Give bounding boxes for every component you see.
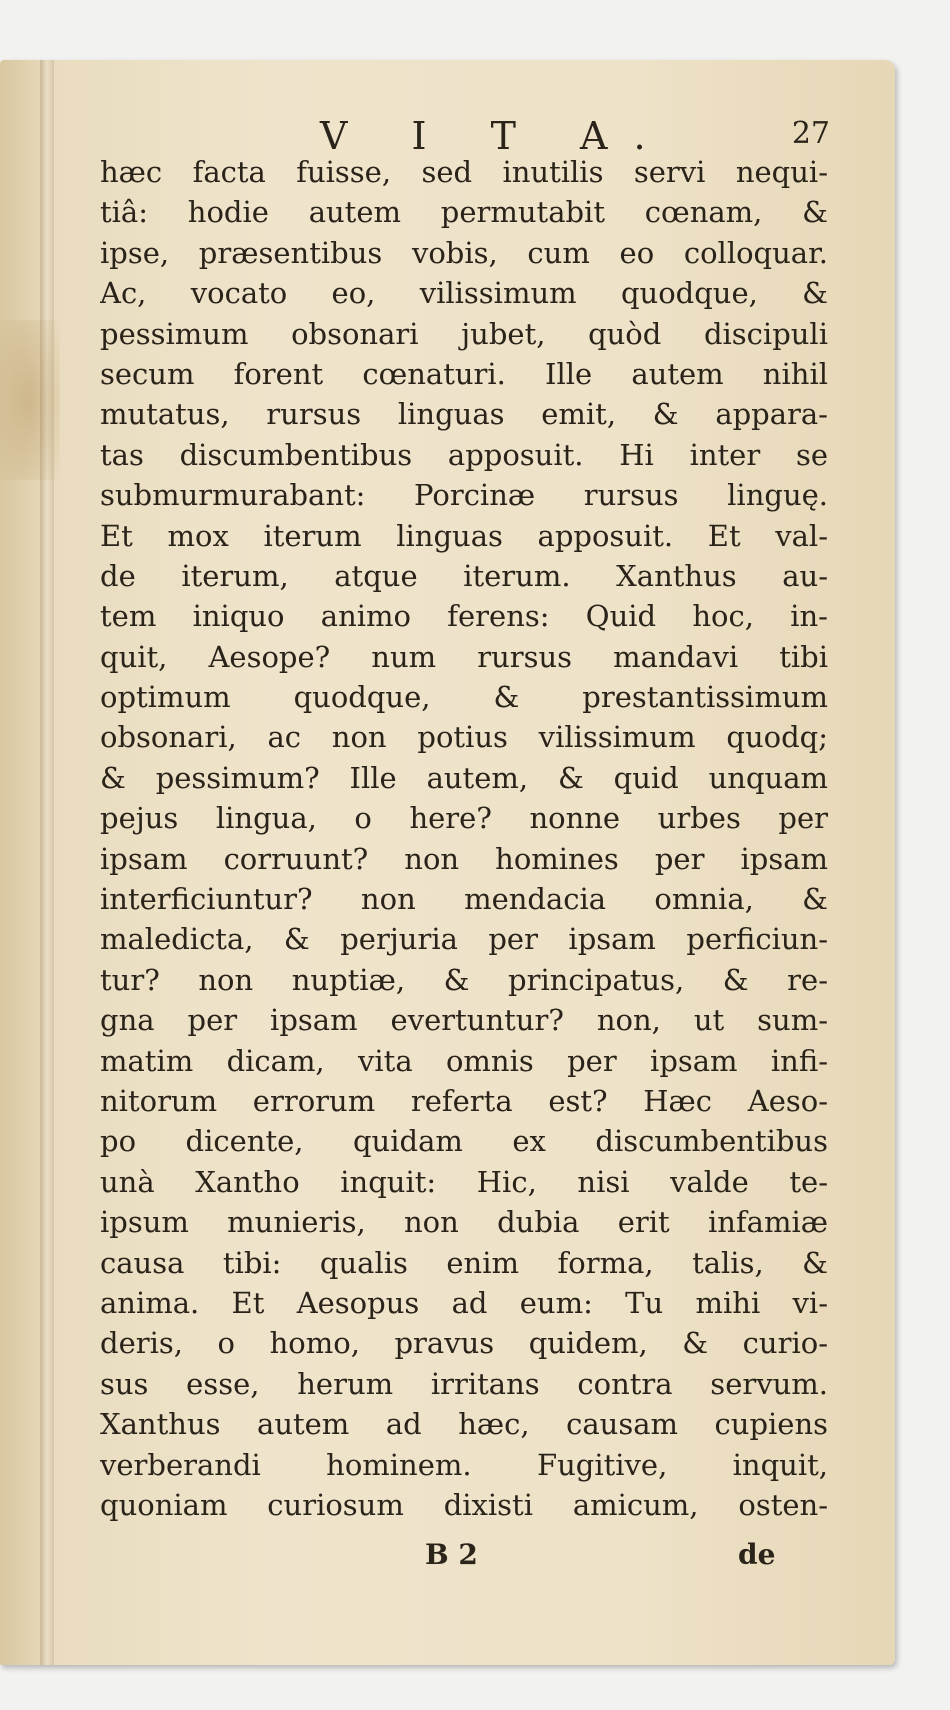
text-line: Ac, vocato eo, vilissimum quodque, &: [100, 276, 828, 311]
text-line: quit, Aesope? num rursus mandavi tibi: [100, 639, 828, 674]
text-line: ipsam corruunt? non homines per ipsam: [100, 841, 828, 876]
text-line: hæc facta fuisse, sed inutilis servi nequi-: [100, 155, 828, 189]
text-line: deris, o homo, pravus quidem, & curio-: [100, 1326, 828, 1361]
text-line: pejus lingua, o here? nonne urbes per: [100, 801, 828, 836]
text-line: Et mox iterum linguas apposuit. Et val-: [100, 518, 828, 553]
text-line: de iterum, atque iterum. Xanthus au-: [100, 558, 828, 593]
text-line: quoniam curiosum dixisti amicum, osten-: [100, 1487, 828, 1522]
text-line: matim dicam, vita omnis per ipsam infi-: [100, 1043, 828, 1078]
running-title: V I T A.: [320, 114, 672, 158]
page-gutter-fold: [40, 60, 54, 1665]
text-line: nitorum errorum referta est? Hæc Aeso-: [100, 1083, 828, 1118]
text-line: tiâ: hodie autem permutabit cœnam, &: [100, 195, 828, 230]
text-line: submurmurabant: Porcinæ rursus linguę.: [100, 478, 828, 513]
text-line: causa tibi: qualis enim forma, talis, &: [100, 1245, 828, 1280]
text-line: Xanthus autem ad hæc, causam cupiens: [100, 1407, 828, 1442]
text-line: mutatus, rursus linguas emit, & appara-: [100, 397, 828, 432]
text-line: gna per ipsam evertuntur? non, ut sum-: [100, 1003, 828, 1038]
text-line: sus esse, herum irritans contra servum.: [100, 1366, 828, 1401]
text-line: pessimum obsonari jubet, quòd discipuli: [100, 316, 828, 351]
text-line: tem iniquo animo ferens: Quid hoc, in-: [100, 599, 828, 634]
catchword: de: [738, 1538, 776, 1571]
text-line: & pessimum? Ille autem, & quid unquam: [100, 760, 828, 795]
signature-mark: B 2: [425, 1538, 478, 1571]
text-line: tur? non nuptiæ, & principatus, & re-: [100, 962, 828, 997]
text-line: po dicente, quidam ex discumbentibus: [100, 1124, 828, 1159]
page-stain: [0, 320, 60, 480]
text-line: secum forent cœnaturi. Ille autem nihil: [100, 356, 828, 391]
text-line: ipsum munieris, non dubia erit infamiæ: [100, 1205, 828, 1240]
body-text: [100, 152, 828, 1525]
running-head: [110, 114, 830, 158]
text-line: maledicta, & perjuria per ipsam perficiun-: [100, 922, 828, 957]
text-line: obsonari, ac non potius vilissimum quodq;: [100, 720, 828, 755]
text-line: optimum quodque, & prestantissimum: [100, 680, 828, 715]
text-line: verberandi hominem. Fugitive, inquit,: [100, 1447, 828, 1482]
text-line: anima. Et Aesopus ad eum: Tu mihi vi-: [100, 1285, 828, 1320]
text-line: interficiuntur? non mendacia omnia, &: [100, 882, 828, 917]
text-line: unà Xantho inquit: Hic, nisi valde te-: [100, 1164, 828, 1199]
page-number: 27: [791, 116, 830, 151]
text-line: ipse, præsentibus vobis, cum eo colloquar.: [100, 235, 828, 270]
text-line: tas discumbentibus apposuit. Hi inter se: [100, 437, 828, 472]
